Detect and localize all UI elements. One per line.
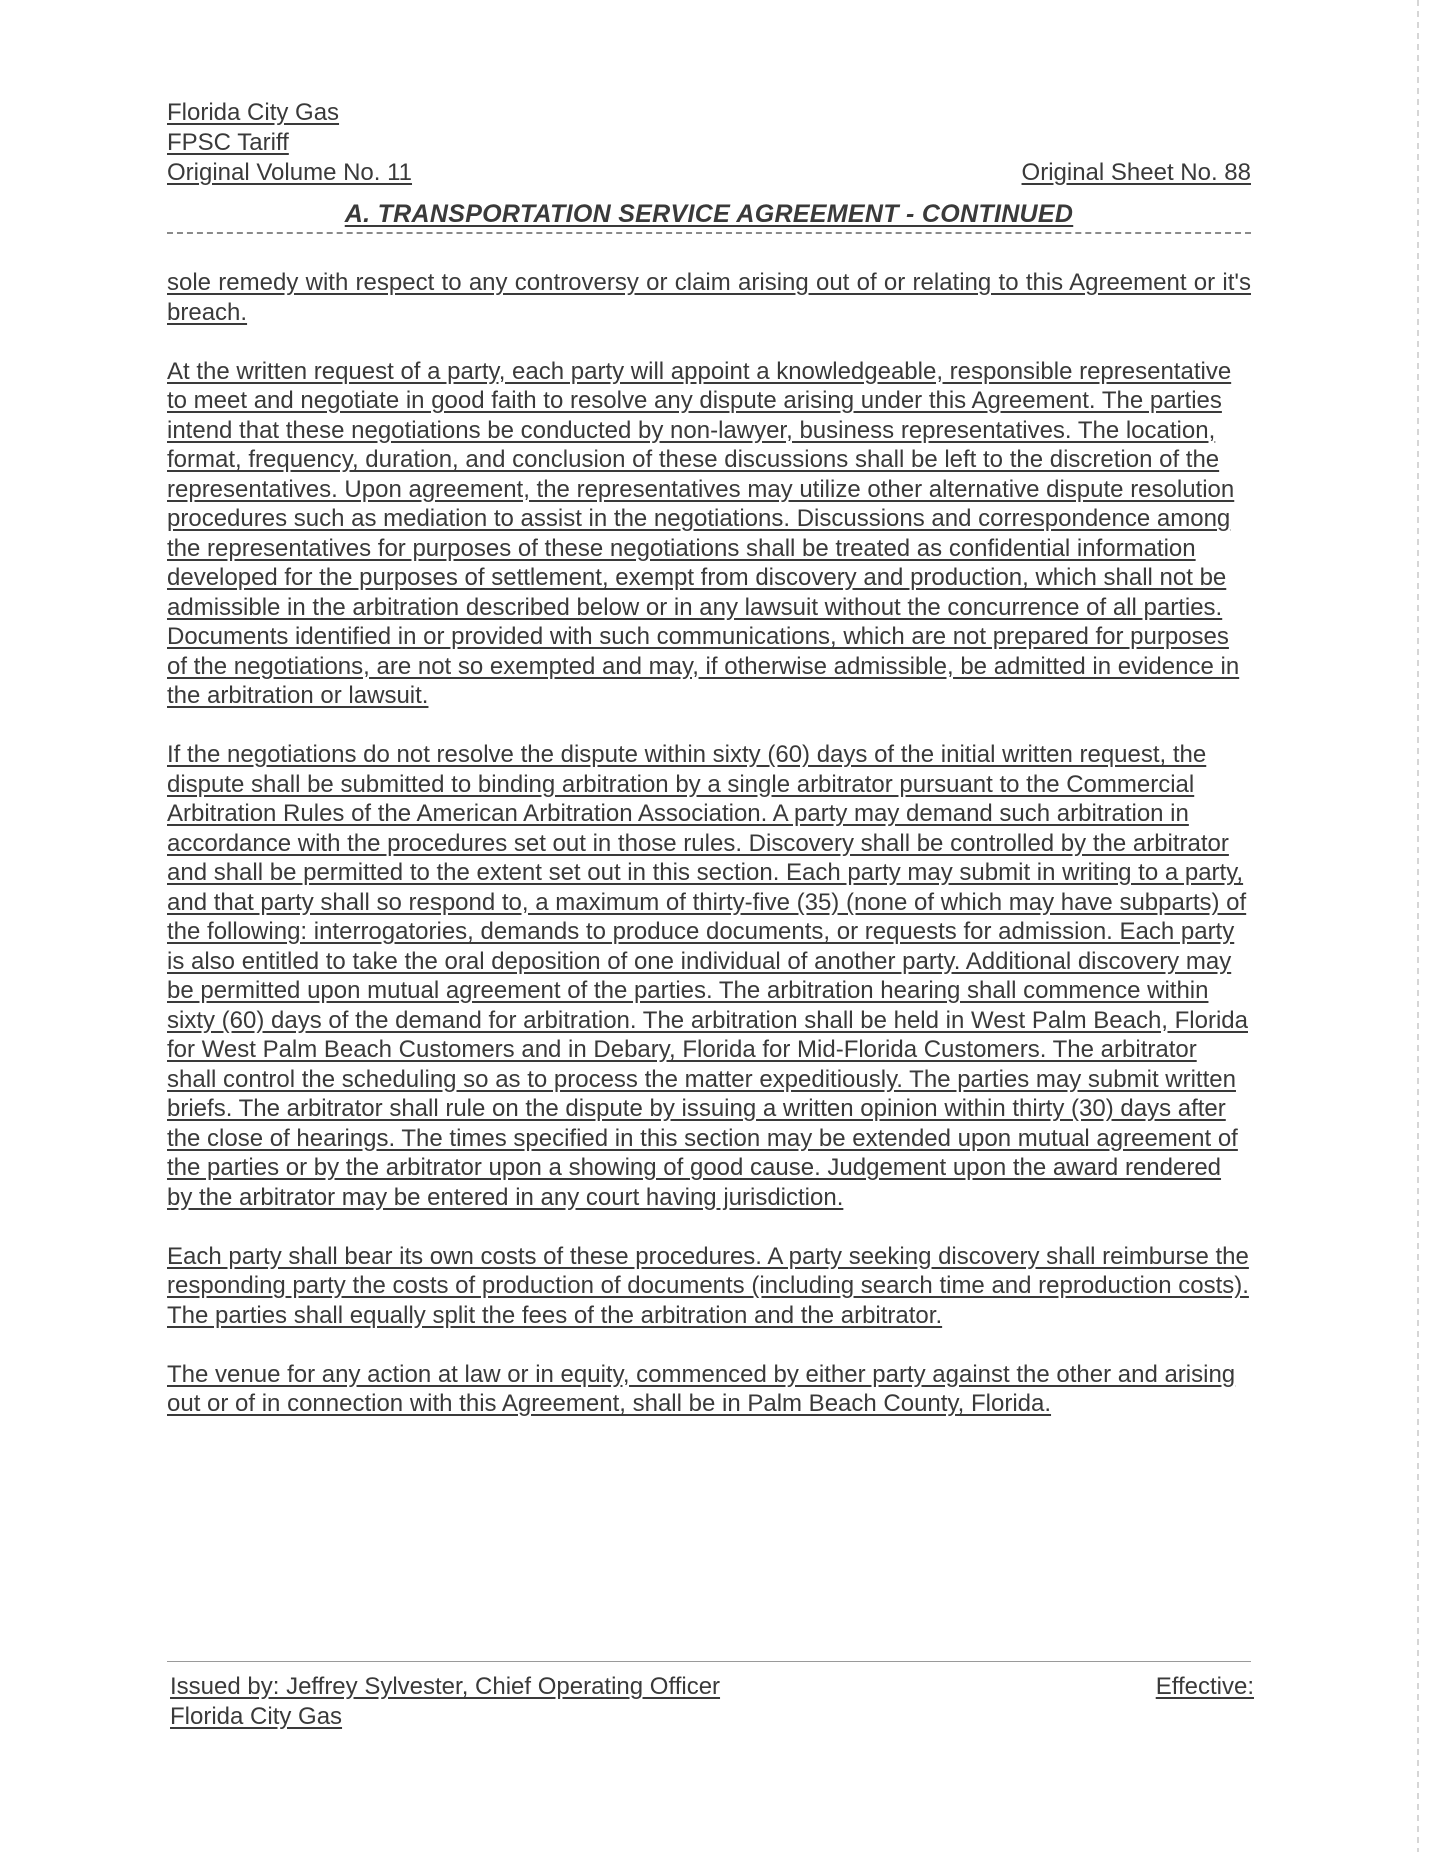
footer-divider [167, 1661, 1251, 1662]
section-title: A. TRANSPORTATION SERVICE AGREEMENT - CONTINUED [344, 200, 1074, 228]
paragraph-arbitration: If the negotiations do not resolve the dispute within sixty (60) days of the initial written request, the dispute shall be submitted to binding arbitration by a single arbitrator pursuant to the Commercial Arbitration Rules of the American Arbitration Association. A party may demand such arbitration in accordance with the procedures set out in those rules. Discovery shall be controlled by the arbitrator and shall be permitted to the extent set out in this section. Each party may submit in writing to a party, and that party shall so respond to, a maximum of thirty-five (35) (none of which may have subparts) of the following: interrogatories, demands to produce documents, or requests for admission. Each party is also entitled to take the oral deposition of one individual of another party. Additional discovery may be permitted upon mutual agreement of the parties. The arbitration hearing shall commence within sixty (60) days of the demand for arbitration. The arbitration shall be held in West Palm Beach, Florida for West Palm Beach Customers and in Debary, Florida for Mid-Florida Customers. The arbitrator shall control the scheduling so as to process the matter expeditiously. The parties may submit written briefs. The arbitrator shall rule on the dispute by issuing a written opinion within thirty (30) days after the close of hearings. The times specified in this section may be extended upon mutual agreement of the parties or by the arbitrator upon a showing of good cause. Judgement upon the award rendered by the arbitrator may be entered in any court having jurisdiction. [167, 741, 1248, 1211]
effective-date-label: Effective: [1155, 1673, 1254, 1700]
paragraph-negotiation: At the written request of a party, each party will appoint a knowledgeable, responsible representative to meet and negotiate in good faith to resolve any dispute arising under this Agreement. The parties intend that these negotiations be conducted by non-lawyer, business representatives. The location, format, frequency, duration, and conclusion of these discussions shall be left to the discretion of the representatives. Upon agreement, the representatives may utilize other alternative dispute resolution procedures such as mediation to assist in the negotiations. Discussions and correspondence among the representatives for purposes of these negotiations shall be treated as confidential information developed for the purposes of settlement, exempt from discovery and production, which shall not be admissible in the arbitration described below or in any lawsuit without the concurrence of all parties. Documents identified in or provided with such communications, which are not prepared for purposes of the negotiations, are not so exempted and may, if otherwise admissible, be admitted in evidence in the arbitration or lawsuit. [167, 357, 1240, 709]
header-divider [167, 232, 1251, 234]
footer-issued-row [170, 1672, 1254, 1702]
footer-company-name: Florida City Gas [170, 1703, 343, 1730]
page-footer [170, 1672, 1254, 1732]
sheet-number: Original Sheet No. 88 [1021, 159, 1251, 186]
page-edge-divider [1417, 0, 1419, 1852]
issued-by: Issued by: Jeffrey Sylvester, Chief Operating Officer [170, 1673, 721, 1700]
paragraph-venue: The venue for any action at law or in equity, commenced by either party against the other and arising out or of in connection with this Agreement, shall be in Palm Beach County, Florida. [167, 1360, 1236, 1417]
header-volume-row [167, 158, 1251, 188]
volume-number: Original Volume No. 11 [167, 159, 413, 186]
paragraph-sole-remedy: sole remedy with respect to any controversy or claim arising out of or relating to this Agreement or it's breach. [167, 269, 1251, 326]
company-name: Florida City Gas [167, 99, 340, 126]
agreement-body [167, 268, 1251, 1448]
footer-company-row [170, 1702, 1254, 1732]
paragraph-costs: Each party shall bear its own costs of these procedures. A party seeking discovery shall reimburse the responding party the costs of production of documents (including search time and reproduction costs). The parties shall equally split the fees of the arbitration and the arbitrator. [167, 1242, 1249, 1329]
tariff-name: FPSC Tariff [167, 129, 289, 156]
page-header [167, 98, 1251, 188]
